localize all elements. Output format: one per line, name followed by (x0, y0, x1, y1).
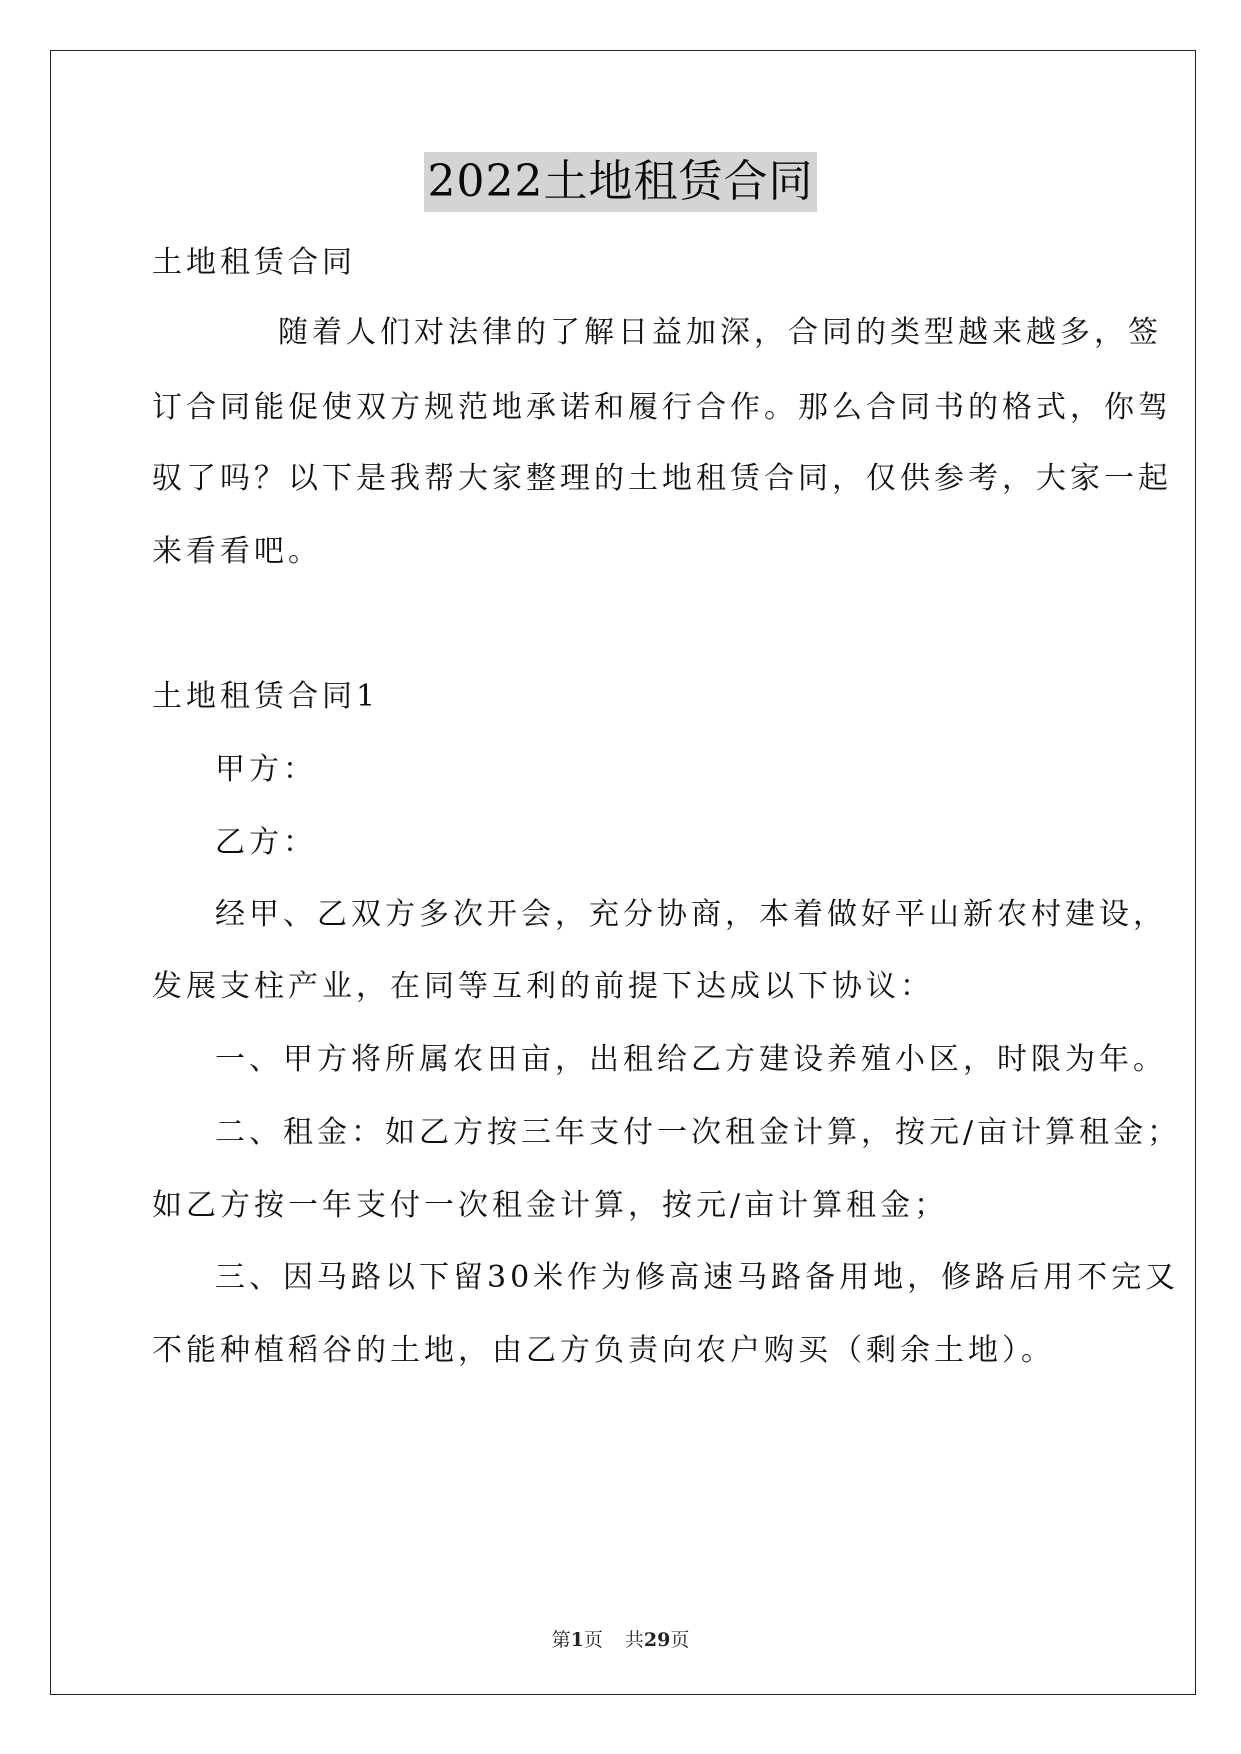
page-prefix: 第 (551, 1629, 571, 1651)
page-suffix: 页 (583, 1629, 603, 1651)
party-a-label: 甲方： (215, 752, 317, 787)
contract-heading: 土地租赁合同1 (152, 679, 380, 714)
paragraph-line: 驭了吗？以下是我帮大家整理的土地租赁合同，仅供参考，大家一起 (152, 461, 1172, 496)
clause-line: 三、因马路以下留30米作为修高速马路备用地，修路后用不完又 (215, 1260, 1180, 1295)
page-border (50, 50, 1196, 1695)
section-heading: 土地租赁合同 (152, 245, 356, 280)
clause-line: 如乙方按一年支付一次租金计算，按元/亩计算租金； (152, 1188, 949, 1223)
clause-line: 一、甲方将所属农田亩，出租给乙方建设养殖小区，时限为年。 (215, 1042, 1167, 1077)
clause-line: 二、租金：如乙方按三年支付一次租金计算，按元/亩计算租金； (215, 1115, 1182, 1150)
total-prefix: 共 (624, 1629, 644, 1651)
document-title: 2022土地租赁合同 (424, 152, 818, 212)
clause-line: 不能种植稻谷的土地，由乙方负责向农户购买（剩余土地）。 (152, 1333, 1055, 1368)
title-wrap (0, 152, 1241, 212)
total-pages: 29 (643, 1629, 671, 1651)
paragraph-line: 经甲、乙双方多次开会，充分协商，本着做好平山新农村建设， (215, 897, 1167, 932)
page-footer (0, 1628, 1241, 1652)
paragraph-line: 来看看吧。 (152, 534, 322, 569)
paragraph-line: 发展支柱产业，在同等互利的前提下达成以下协议： (152, 969, 934, 1004)
party-b-label: 乙方： (215, 825, 317, 860)
page-number: 1 (570, 1629, 584, 1651)
paragraph-line: 随着人们对法律的了解日益加深，合同的类型越来越多，签 (278, 315, 1162, 350)
paragraph-line: 订合同能促使双方规范地承诺和履行合作。那么合同书的格式，你驾 (152, 390, 1172, 425)
total-suffix: 页 (670, 1629, 690, 1651)
